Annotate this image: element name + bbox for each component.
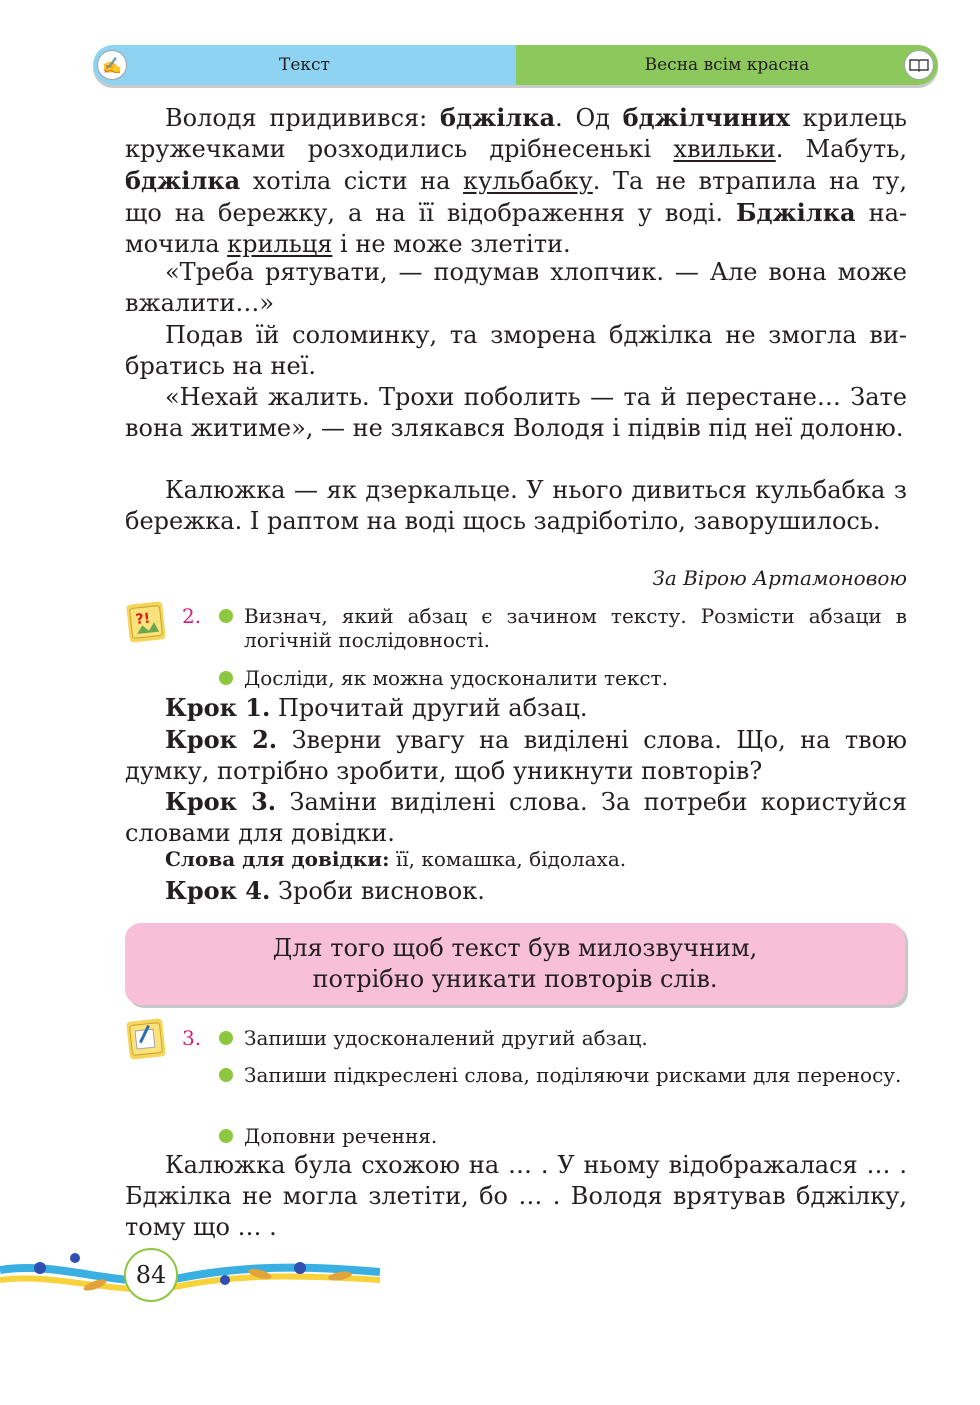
task-2-number: 2. [182,604,202,628]
rule-box [125,923,905,1005]
highlighted-word: бджілчиних [622,103,790,132]
story-paragraph-3: Подав їй соломинку, та зморена бджілка не змогла вибратись на неї. [125,321,907,380]
rule-line-2: потрібно уникати повторів слів. [312,965,718,993]
underlined-word: крильця [227,230,333,258]
book-icon [904,50,934,80]
text-run: намочила [125,199,907,258]
header-left-label: Текст [279,55,330,75]
bullet-dot-icon [219,1031,233,1045]
bullet-dot-icon [219,671,233,685]
highlighted-word: бджілка [125,166,241,195]
story-author: За Вірою Артамоновою [652,566,907,590]
highlighted-word: бджілка [439,103,556,132]
text-run: . Мабуть, [775,135,907,163]
writing-task-icon [126,1018,166,1060]
text-run: хотіла сісти на [240,167,463,195]
step-1: Крок 1. Прочитай другий абзац. [165,693,588,722]
story-paragraph-2: «Треба рятувати, — подумав хлопчик. — Але вона може вжалити…» [125,258,907,317]
text-run: . Од [555,104,623,132]
svg-text:?!: ?! [134,610,152,629]
task-2-bullet-2: Досліди, як можна удосконалити текст. [219,666,907,690]
floral-ribbon-decoration [0,1240,380,1310]
exercise-text: Калюжка була схожою на … . У ньому відображалася … . Бджілка не могла злетіти, бо … . Володя врятував бджілку, тому що … . [125,1151,907,1241]
text-run: Володя придивився: [165,104,440,132]
task-3-number: 3. [182,1026,202,1050]
step-4: Крок 4. Зроби висновок. [165,876,485,905]
step-3: Крок 3. Заміни виділені слова. За потреби користуйся словами для довідки. [125,787,907,847]
header-right-label: Весна всім красна [644,55,810,75]
reference-words: Слова для довідки: її, комашка, бідолаха. [165,847,627,871]
rule-line-1: Для того щоб текст був милозвучним, [272,934,758,962]
page-header [93,45,938,85]
story-paragraph-4: «Нехай жалить. Трохи поболить — та й перестане… Зате вона житиме», — не злякався Володя і підвів під неї долоню. [125,383,907,442]
task-3-bullet-3: Доповни речення. [219,1124,907,1148]
task-3-bullet-1: Запиши удосконалений другий абзац. [219,1026,907,1050]
story-paragraph-1 [125,102,907,260]
bullet-dot-icon [219,1129,233,1143]
underlined-word: кульбабку [463,167,593,195]
story-paragraph-5: Калюжка — як дзеркальце. У нього дивиться кульбабка з бережка. І раптом на воді щось задріботіло, заворушилось. [125,476,907,535]
pen-icon: ✍ [97,50,127,80]
underlined-word: хвильки [673,135,776,163]
page-number: 84 [124,1248,178,1302]
task-2-bullet-1: Визнач, який абзац є зачином тексту. Розмісти абзаци в логічній послідовності. [219,604,907,652]
header-section-right [516,45,938,85]
text-run: крилець кружечками розходились дрібнесенькі [125,104,907,163]
task-3-bullet-2: Запиши підкреслені слова, поділяючи рисками для переносу. [219,1063,907,1087]
discussion-task-icon [126,601,166,643]
step-2: Крок 2. Зверни увагу на виділені слова. Що, на твою думку, потрібно зробити, щоб уникнути повторів? [125,725,907,785]
text-run: і не може злетіти. [332,230,571,258]
text-run: . Та не втрапила на ту, що на бережку, а на її відображення у воді. [125,167,907,227]
highlighted-word: Бджілка [735,198,856,227]
header-section-left [93,45,516,85]
bullet-dot-icon [219,609,233,623]
bullet-dot-icon [219,1068,233,1082]
